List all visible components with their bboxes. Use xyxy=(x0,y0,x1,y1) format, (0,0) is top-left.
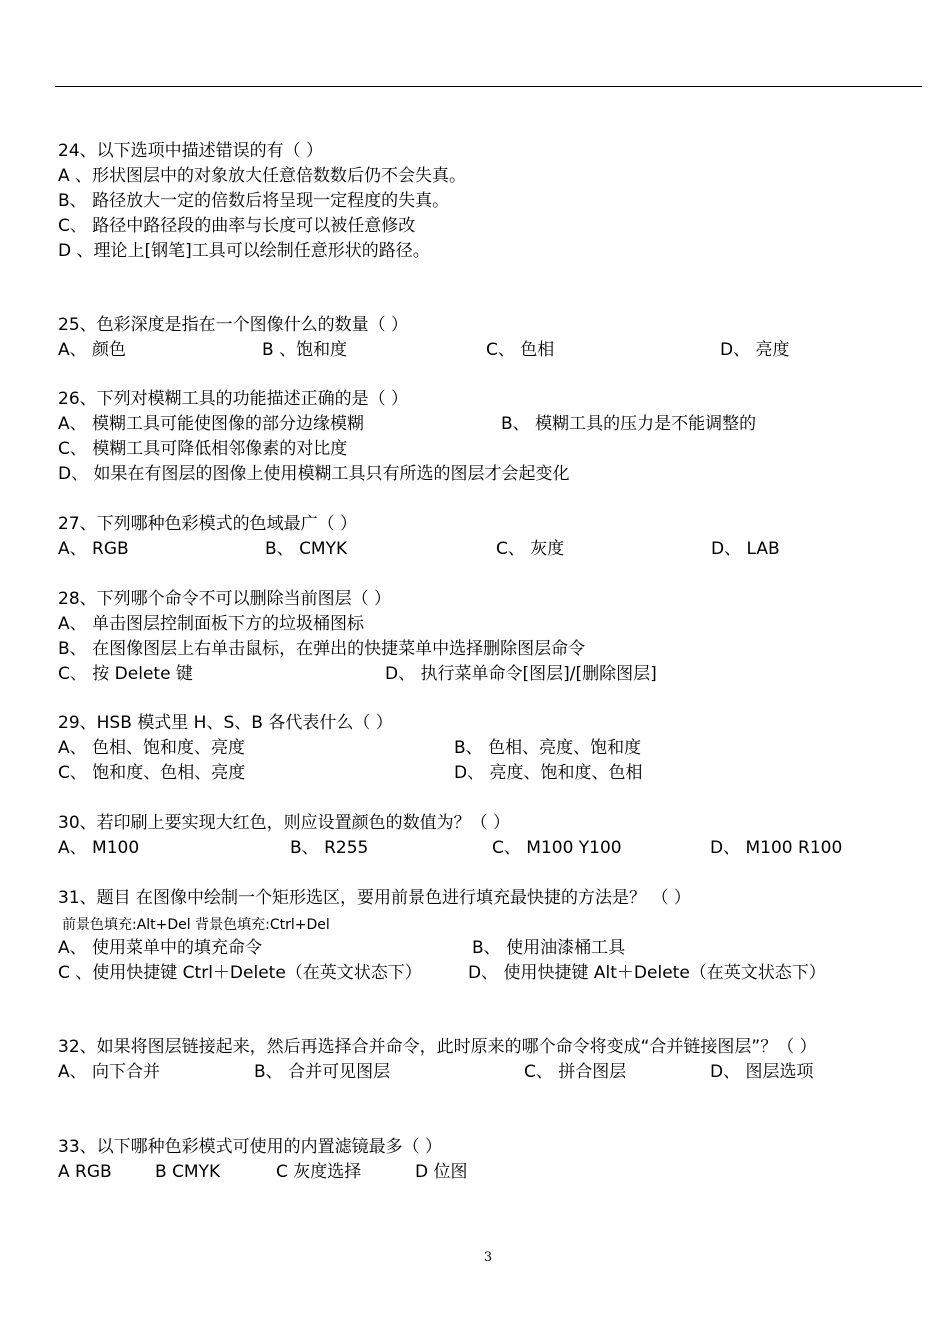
option-30-d: D、 M100 R100 xyxy=(710,838,843,858)
option-33-c: C 灰度选择 xyxy=(276,1162,362,1182)
option-29-c: C、 饱和度、色相、亮度 xyxy=(58,763,246,783)
question-28: 28、下列哪个命令不可以删除当前图层（ ） xyxy=(58,589,392,609)
option-28-d: D、 执行菜单命令[图层]/[删除图层] xyxy=(385,664,657,684)
question-24: 24、以下选项中描述错误的有（ ） xyxy=(58,141,324,161)
option-25-c: C、 色相 xyxy=(486,340,555,360)
option-31-c: C 、使用快捷键 Ctrl＋Delete（在英文状态下） xyxy=(58,963,422,983)
option-33-b: B CMYK xyxy=(155,1162,221,1182)
option-26-b: B、 模糊工具的压力是不能调整的 xyxy=(501,414,757,434)
question-31: 31、题目 在图像中绘制一个矩形选区，要用前景色进行填充最快捷的方法是？ （ ） xyxy=(58,888,691,908)
option-25-a: A、 颜色 xyxy=(58,340,127,360)
option-27-a: A、 RGB xyxy=(58,539,129,559)
question-26: 26、下列对模糊工具的功能描述正确的是（ ） xyxy=(58,389,409,409)
option-29-d: D、 亮度、饱和度、色相 xyxy=(454,763,643,783)
option-24-b: B、 路径放大一定的倍数后将呈现一定程度的失真。 xyxy=(58,191,450,211)
question-30: 30、若印刷上要实现大红色，则应设置颜色的数值为？（ ） xyxy=(58,813,511,833)
option-33-a: A RGB xyxy=(58,1162,112,1182)
question-29: 29、HSB 模式里 H、S、B 各代表什么（ ） xyxy=(58,713,393,733)
question-32: 32、如果将图层链接起来，然后再选择合并命令，此时原来的哪个命令将变成“合并链接图层”？（ ） xyxy=(58,1037,817,1057)
note-31: 前景色填充:Alt+Del 背景色填充:Ctrl+Del xyxy=(62,917,330,933)
option-26-a: A、 模糊工具可能使图像的部分边缘模糊 xyxy=(58,414,365,434)
page-number: 3 xyxy=(483,1250,493,1265)
option-25-d: D、 亮度 xyxy=(720,340,790,360)
option-28-b: B、 在图像图层上右单击鼠标，在弹出的快捷菜单中选择删除图层命令 xyxy=(58,639,586,659)
option-26-c: C、 模糊工具可降低相邻像素的对比度 xyxy=(58,439,348,459)
option-26-d: D、 如果在有图层的图像上使用模糊工具只有所选的图层才会起变化 xyxy=(58,464,570,484)
question-33: 33、以下哪种色彩模式可使用的内置滤镜最多（ ） xyxy=(58,1137,443,1157)
option-32-b: B、 合并可见图层 xyxy=(254,1062,391,1082)
option-30-c: C、 M100 Y100 xyxy=(492,838,622,858)
option-28-a: A、 单击图层控制面板下方的垃圾桶图标 xyxy=(58,614,365,634)
option-33-d: D 位图 xyxy=(415,1162,468,1182)
option-29-b: B、 色相、亮度、饱和度 xyxy=(454,738,642,758)
option-31-b: B、 使用油漆桶工具 xyxy=(472,938,626,958)
option-31-a: A、 使用菜单中的填充命令 xyxy=(58,938,263,958)
option-32-c: C、 拼合图层 xyxy=(524,1062,627,1082)
option-24-c: C、 路径中路径段的曲率与长度可以被任意修改 xyxy=(58,216,416,236)
option-30-b: B、 R255 xyxy=(290,838,369,858)
question-25: 25、色彩深度是指在一个图像什么的数量（ ） xyxy=(58,315,409,335)
option-30-a: A、 M100 xyxy=(58,838,140,858)
option-32-a: A、 向下合并 xyxy=(58,1062,161,1082)
option-27-c: C、 灰度 xyxy=(496,539,565,559)
option-27-b: B、 CMYK xyxy=(265,539,348,559)
option-25-b: B 、饱和度 xyxy=(262,340,348,360)
option-24-d: D 、理论上[钢笔]工具可以绘制任意形状的路径。 xyxy=(58,241,430,261)
option-28-c: C、 按 Delete 键 xyxy=(58,664,193,684)
option-31-d: D、 使用快捷键 Alt＋Delete（在英文状态下） xyxy=(468,963,826,983)
option-32-d: D、 图层选项 xyxy=(710,1062,814,1082)
option-29-a: A、 色相、饱和度、亮度 xyxy=(58,738,246,758)
option-24-a: A 、形状图层中的对象放大任意倍数数后仍不会失真。 xyxy=(58,166,467,186)
header-rule xyxy=(55,86,922,87)
option-27-d: D、 LAB xyxy=(711,539,780,559)
question-27: 27、下列哪种色彩模式的色域最广（ ） xyxy=(58,514,358,534)
